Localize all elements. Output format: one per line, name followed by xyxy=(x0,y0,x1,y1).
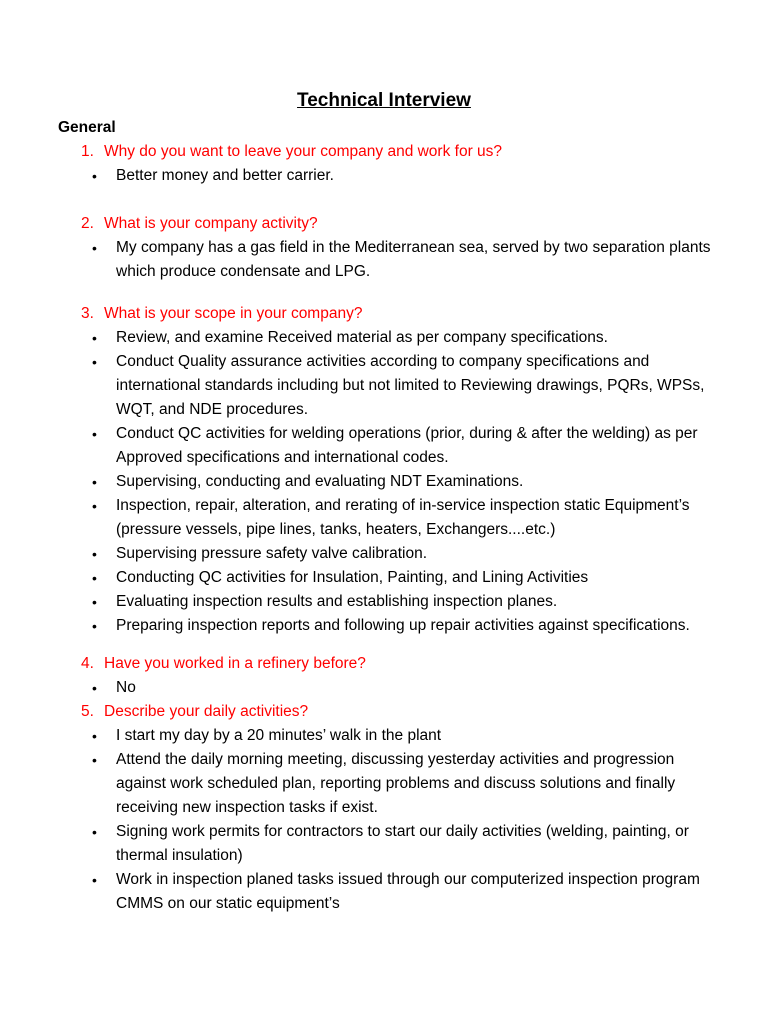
question-text: Have you worked in a refinery before? xyxy=(104,655,366,672)
bullet-icon: • xyxy=(92,594,97,610)
list-item: • Conduct Quality assurance activities according to company specifications and international standards including but not limited to Reviewing drawings, PQRs, WPSs, WQT, and NDE procedures. xyxy=(0,350,768,422)
bullet-icon: • xyxy=(92,570,97,586)
answer-list-4 xyxy=(0,676,768,700)
bullet-icon: • xyxy=(92,498,97,514)
bullet-icon: • xyxy=(92,240,97,256)
bullet-icon: • xyxy=(92,752,97,768)
bullet-icon: • xyxy=(92,546,97,562)
bullet-icon: • xyxy=(92,168,97,184)
answer-list-5 xyxy=(0,724,768,916)
answer-list-3 xyxy=(0,326,768,638)
bullet-icon: • xyxy=(92,330,97,346)
list-item: • Better money and better carrier. xyxy=(0,164,768,188)
list-item: • Attend the daily morning meeting, discussing yesterday activities and progression against work scheduled plan, reporting problems and discuss solutions and finally receiving new inspection tasks if exist. xyxy=(0,748,768,820)
bullet-icon: • xyxy=(92,728,97,744)
question-1 xyxy=(0,140,768,164)
question-number: 5. xyxy=(81,703,94,720)
bullet-icon: • xyxy=(92,354,97,370)
bullet-icon: • xyxy=(92,426,97,442)
bullet-icon: • xyxy=(92,824,97,840)
bullet-icon: • xyxy=(92,618,97,634)
list-item: • I start my day by a 20 minutes’ walk in the plant xyxy=(0,724,768,748)
question-number: 1. xyxy=(81,143,94,160)
list-item: • Inspection, repair, alteration, and rerating of in-service inspection static Equipment’s (pressure vessels, pipe lines, tanks, heaters, Exchangers....etc.) xyxy=(0,494,768,542)
bullet-icon: • xyxy=(92,474,97,490)
list-item: • My company has a gas field in the Mediterranean sea, served by two separation plants which produce condensate and LPG. xyxy=(0,236,768,284)
question-text: Why do you want to leave your company and work for us? xyxy=(104,143,503,160)
list-item: • Evaluating inspection results and establishing inspection planes. xyxy=(0,590,768,614)
question-number: 3. xyxy=(81,305,94,322)
list-item: • Preparing inspection reports and following up repair activities against specifications. xyxy=(0,614,768,638)
section-heading: General xyxy=(58,119,116,136)
answer-list-1 xyxy=(0,164,768,188)
list-item: • Supervising pressure safety valve calibration. xyxy=(0,542,768,566)
question-text: Describe your daily activities? xyxy=(104,703,309,720)
page-title: Technical Interview xyxy=(297,90,471,111)
bullet-icon: • xyxy=(92,872,97,888)
bullet-icon: • xyxy=(92,680,97,696)
question-number: 2. xyxy=(81,215,94,232)
list-item: • Conducting QC activities for Insulation, Painting, and Lining Activities xyxy=(0,566,768,590)
question-5 xyxy=(0,700,768,724)
list-item: • Conduct QC activities for welding operations (prior, during & after the welding) as per Approved specifications and international codes. xyxy=(0,422,768,470)
list-item: • No xyxy=(0,676,768,700)
question-4 xyxy=(0,652,768,676)
question-text: What is your scope in your company? xyxy=(104,305,363,322)
question-3 xyxy=(0,302,768,326)
answer-list-2 xyxy=(0,236,768,284)
question-number: 4. xyxy=(81,655,94,672)
list-item: • Review, and examine Received material as per company specifications. xyxy=(0,326,768,350)
list-item: • Work in inspection planed tasks issued through our computerized inspection program CMMS on our static equipment’s xyxy=(0,868,768,916)
question-2 xyxy=(0,212,768,236)
list-item: • Supervising, conducting and evaluating NDT Examinations. xyxy=(0,470,768,494)
list-item: • Signing work permits for contractors to start our daily activities (welding, painting, or thermal insulation) xyxy=(0,820,768,868)
question-text: What is your company activity? xyxy=(104,215,318,232)
